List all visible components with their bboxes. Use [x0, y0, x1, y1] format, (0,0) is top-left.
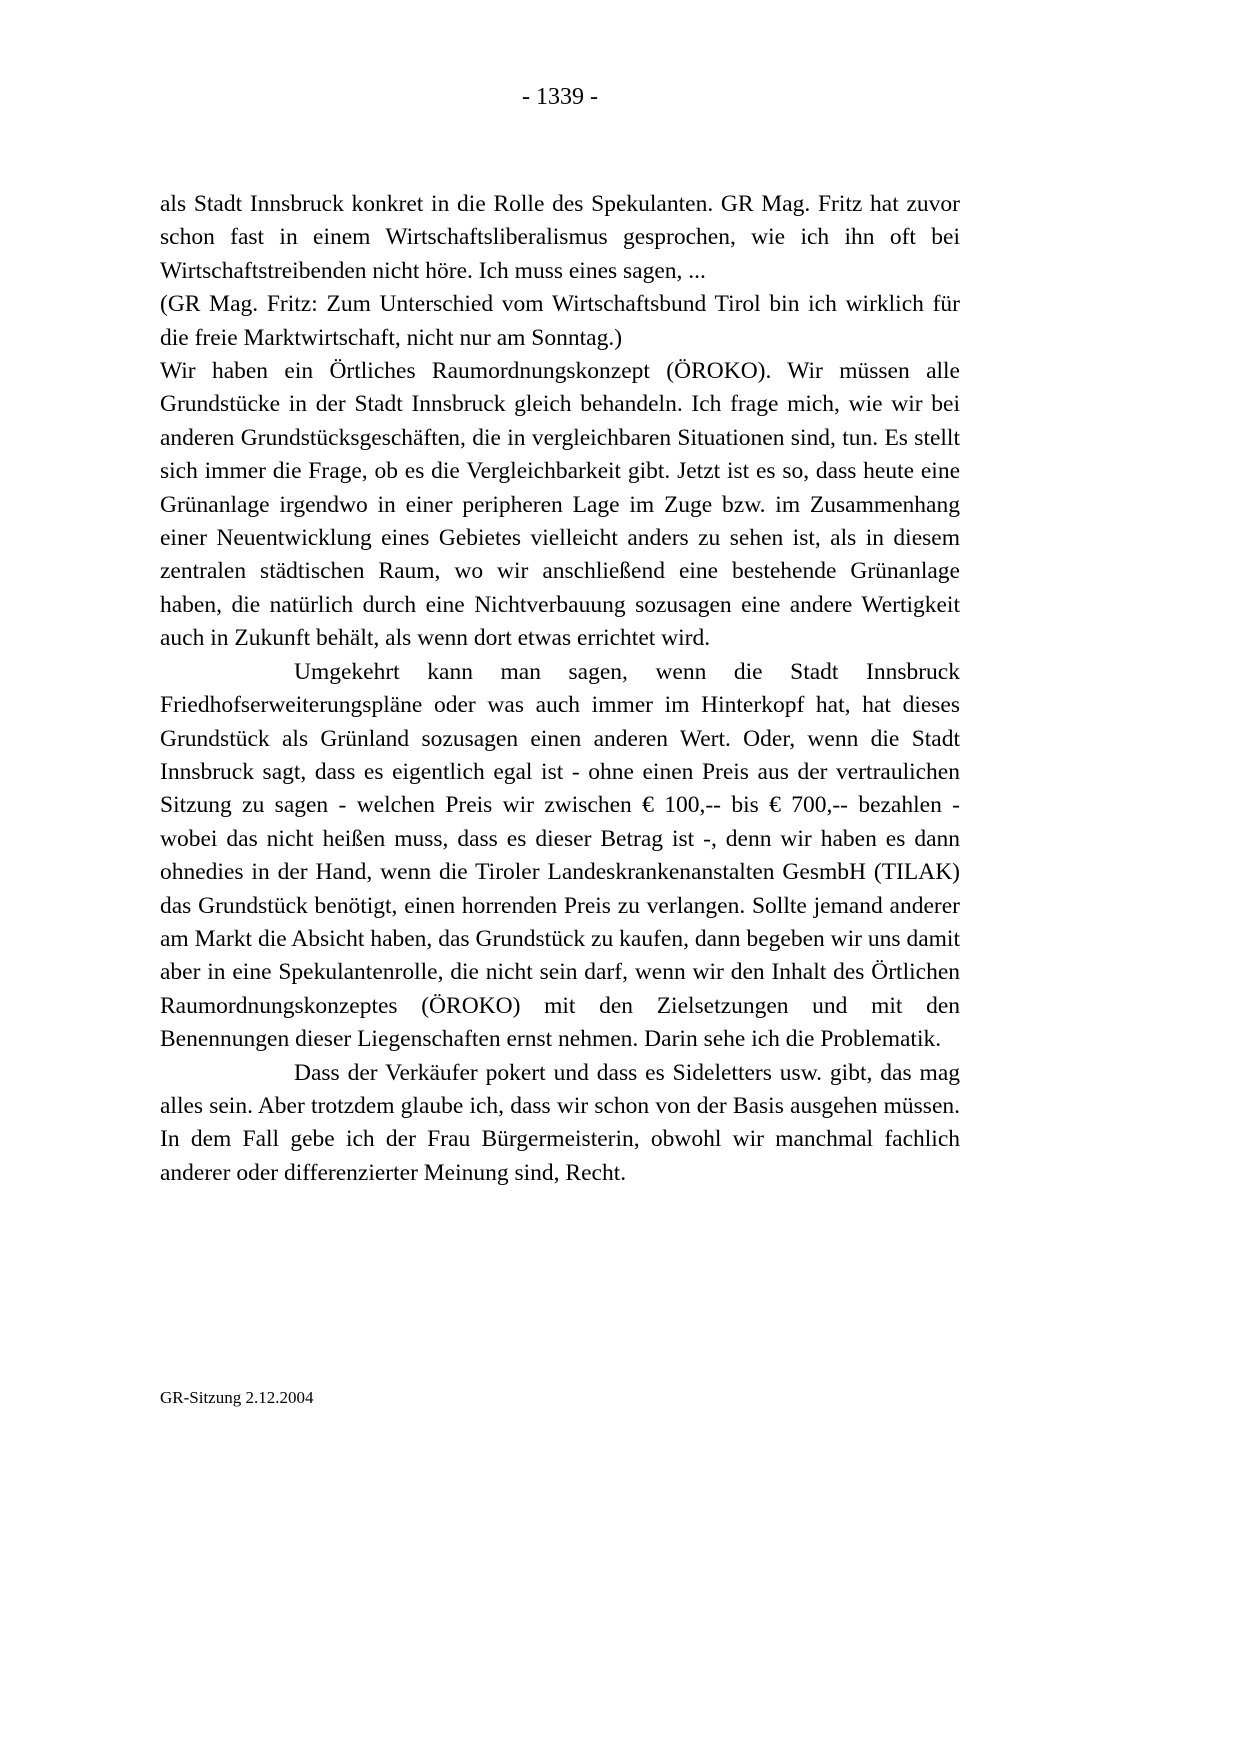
paragraph: Dass der Verkäufer pokert und dass es Sideletters usw. gibt, das mag alles sein. Aber trotzdem glaube ich, dass wir schon von der Basis ausgehen müssen. In dem Fall gebe ich der Frau Bürgermeisterin, obwohl wir manchmal fachlich anderer oder differenzierter Meinung sind, Recht.: [160, 1059, 960, 1186]
page-footer: GR-Sitzung 2.12.2004: [160, 1388, 314, 1407]
document-body: [160, 188, 960, 1190]
page-number: - 1339 -: [522, 84, 598, 110]
paragraph: Umgekehrt kann man sagen, wenn die Stadt Innsbruck Friedhofserweiterungspläne oder was auch immer im Hinterkopf hat, hat dieses Grundstück als Grünland sozusagen einen anderen Wert. Oder, wenn die Stadt Innsbruck sagt, dass es eigentlich egal ist - ohne einen Preis aus der vertraulichen Sitzung zu sagen - welchen Preis wir zwischen € 100,-- bis € 700,-- bezahlen - wobei das nicht heißen muss, dass es dieser Betrag ist -, denn wir haben es dann ohnedies in der Hand, wenn die Tiroler Landeskrankenanstalten GesmbH (TILAK) das Grundstück benötigt, einen horrenden Preis zu verlangen. Sollte jemand anderer am Markt die Absicht haben, das Grundstück zu kaufen, dann begeben wir uns damit aber in eine Spekulantenrolle, die nicht sein darf, wenn wir den Inhalt des Örtlichen Raumordnungskonzeptes (ÖROKO) mit den Zielsetzungen und mit den Benennungen dieser Liegenschaften ernst nehmen. Darin sehe ich die Problematik.: [160, 658, 960, 1053]
paragraph: (GR Mag. Fritz: Zum Unterschied vom Wirtschaftsbund Tirol bin ich wirklich für die freie Marktwirtschaft, nicht nur am Sonntag.): [160, 291, 960, 351]
paragraph: als Stadt Innsbruck konkret in die Rolle des Spekulanten. GR Mag. Fritz hat zuvor schon fast in einem Wirtschaftsliberalismus gesprochen, wie ich ihn oft bei Wirtschaftstreibenden nicht höre. Ich muss eines sagen, ...: [160, 191, 960, 284]
paragraph: Wir haben ein Örtliches Raumordnungskonzept (ÖROKO). Wir müssen alle Grundstücke in der Stadt Innsbruck gleich behandeln. Ich frage mich, wie wir bei anderen Grundstücksgeschäften, die in vergleichbaren Situationen sind, tun. Es stellt sich immer die Frage, ob es die Vergleichbarkeit gibt. Jetzt ist es so, dass heute eine Grünanlage irgendwo in einer peripheren Lage im Zuge bzw. im Zusammenhang einer Neuentwicklung eines Gebietes vielleicht anders zu sehen ist, als in diesem zentralen städtischen Raum, wo wir anschließend eine bestehende Grünanlage haben, die natürlich durch eine Nichtverbauung sozusagen eine andere Wertigkeit auch in Zukunft behält, als wenn dort etwas errichtet wird.: [160, 358, 960, 652]
